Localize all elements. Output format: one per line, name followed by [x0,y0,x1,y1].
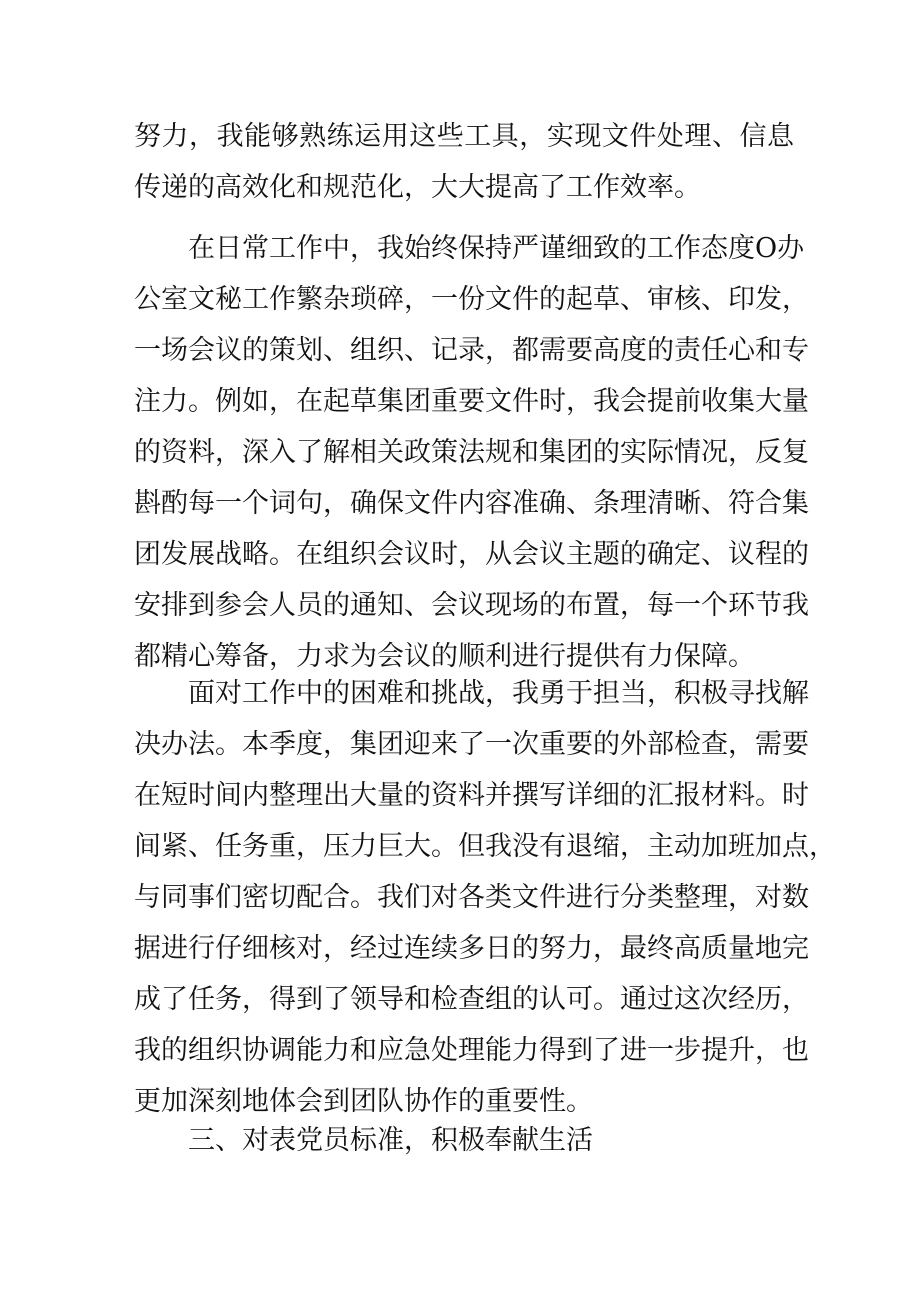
text-line: 安排到参会人员的通知、会议现场的布置，每一个环节我 [134,590,809,621]
text-line: 决办法。本季度，集团迎来了一次重要的外部检查，需要 [134,729,809,760]
text-line: 一场会议的策划、组织、记录，都需要高度的责任心和专 [134,335,809,366]
text-line: 公室文秘工作繁杂琐碎，一份文件的起草、审核、印发， [134,284,809,315]
paragraph-continuation [134,111,794,213]
text-line: 注力。例如，在起草集团重要文件时，我会提前收集大量 [134,386,809,417]
text-line: 都精心筹备，力求为会议的顺利进行提供有力保障。 [134,641,755,672]
text-line: 间紧、任务重，压力巨大。但我没有退缩，主动加班加点， [134,831,836,862]
text-line: 团发展战略。在组织会议时，从会议主题的确定、议程的 [134,539,809,570]
text-line: 传递的高效化和规范化，大大提高了工作效率。 [134,172,701,203]
heading-text: 三、对表党员标准，积极奉献生活 [188,1125,593,1156]
text-line: 的资料，深入了解相关政策法规和集团的实际情况，反复 [134,437,809,468]
text-line: 成了任务，得到了领导和检查组的认可。通过这次经历， [134,984,809,1015]
paragraph-challenges [134,668,836,1127]
text-line: 我的组织协调能力和应急处理能力得到了进一步提升，也 [134,1035,809,1066]
section-heading [134,1115,794,1166]
text-line: 斟酌每一个词句，确保文件内容准确、条理清晰、符合集 [134,488,809,519]
text-line: 据进行仔细核对，经过连续多日的努力，最终高质量地完 [134,933,809,964]
text-line: 在短时间内整理出大量的资料并撰写详细的汇报材料。时 [134,780,809,811]
text-line: 在日常工作中，我始终保持严谨细致的工作态度O办 [188,233,805,264]
paragraph-work-attitude [134,223,809,682]
text-line: 努力，我能够熟练运用这些工具，实现文件处理、信息 [134,121,794,152]
text-line: 与同事们密切配合。我们对各类文件进行分类整理，对数 [134,882,809,913]
text-line: 更加深刻地体会到团队协作的重要性。 [134,1086,593,1117]
text-line: 面对工作中的困难和挑战，我勇于担当，积极寻找解 [188,678,809,709]
